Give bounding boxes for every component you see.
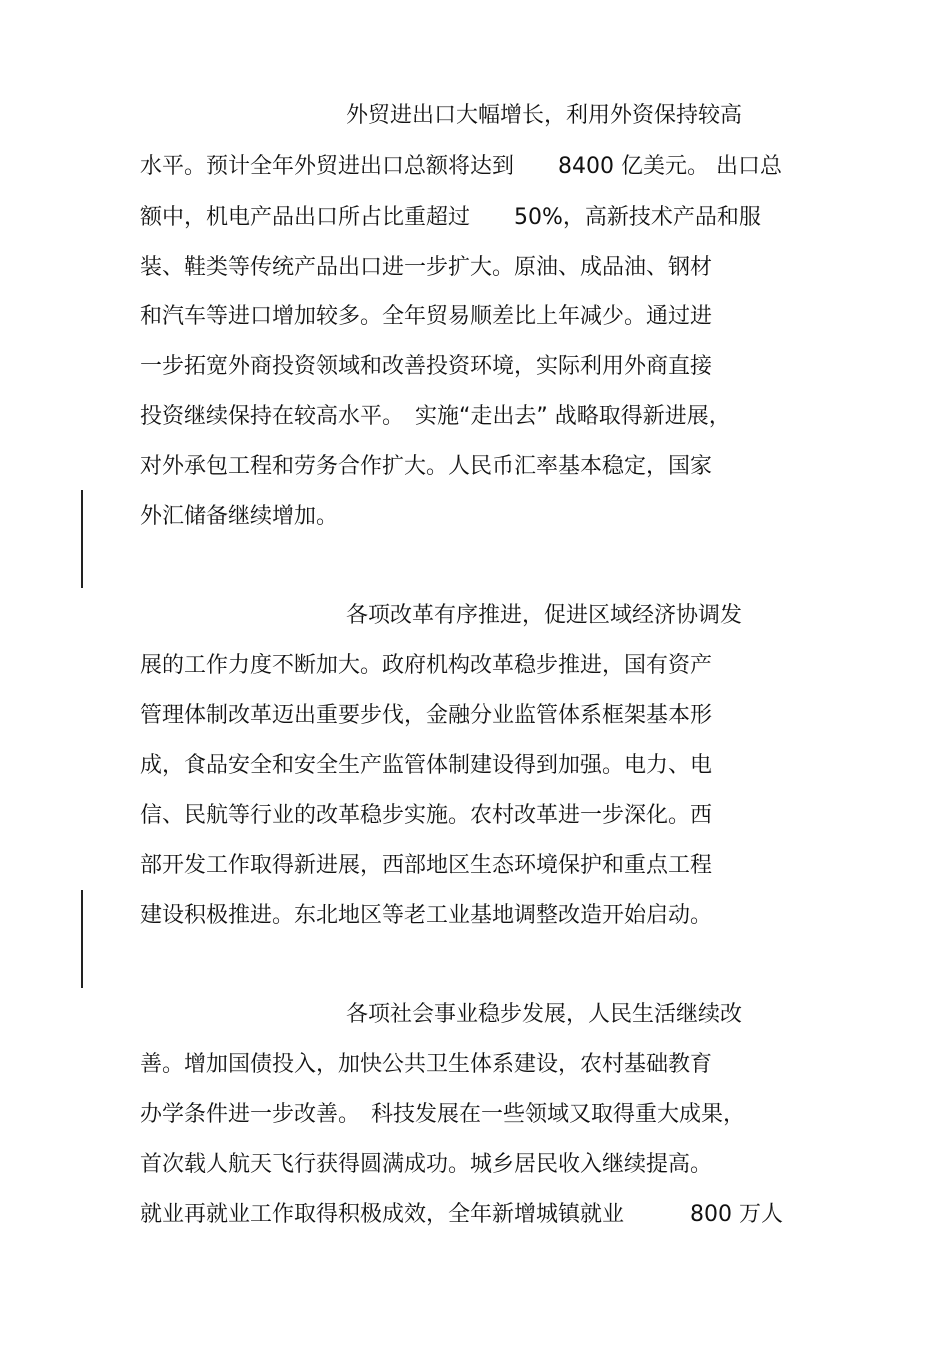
text-line: 外贸进出口大幅增长，利用外资保持较高	[346, 103, 743, 128]
text-line: 部开发工作取得新进展，西部地区生态环境保护和重点工程	[140, 853, 713, 878]
text-line: 信、民航等行业的改革稳步实施。农村改革进一步深化。西	[140, 803, 713, 828]
text-line: 和汽车等进口增加较多。全年贸易顺差比上年减少。通过进	[140, 304, 713, 329]
text-line: 装、鞋类等传统产品出口进一步扩大。原油、成品油、钢材	[140, 255, 713, 280]
text-line: 办学条件进一步改善。 科技发展在一些领域又取得重大成果，	[140, 1102, 746, 1127]
text-line: 一步拓宽外商投资领域和改善投资环境，实际利用外商直接	[140, 354, 713, 379]
text-line: 各项社会事业稳步发展，人民生活继续改	[346, 1002, 743, 1027]
text-line: 首次载人航天飞行获得圆满成功。城乡居民收入继续提高。	[140, 1152, 713, 1177]
text-line: 建设积极推进。东北地区等老工业基地调整改造开始启动。	[140, 903, 713, 928]
margin-change-bar	[81, 490, 83, 588]
text-line: 外汇储备继续增加。	[140, 504, 339, 529]
text-line: 投资继续保持在较高水平。 实施“走出去” 战略取得新进展，	[140, 404, 731, 429]
text-line: 额中，机电产品出口所占比重超过 50%，高新技术产品和服	[140, 205, 761, 230]
text-line: 管理体制改革迈出重要步伐，金融分业监管体系框架基本形	[140, 703, 713, 728]
text-line: 就业再就业工作取得积极成效，全年新增城镇就业 800 万人	[140, 1202, 783, 1227]
text-line: 善。增加国债投入，加快公共卫生体系建设，农村基础教育	[140, 1052, 713, 1077]
margin-change-bar	[81, 890, 83, 988]
text-line: 成，食品安全和安全生产监管体制建设得到加强。电力、电	[140, 753, 713, 778]
text-line: 对外承包工程和劳务合作扩大。人民币汇率基本稳定，国家	[140, 454, 713, 479]
text-line: 水平。预计全年外贸进出口总额将达到 8400 亿美元。 出口总	[140, 154, 782, 179]
text-line: 展的工作力度不断加大。政府机构改革稳步推进，国有资产	[140, 653, 713, 678]
text-line: 各项改革有序推进，促进区域经济协调发	[346, 603, 743, 628]
